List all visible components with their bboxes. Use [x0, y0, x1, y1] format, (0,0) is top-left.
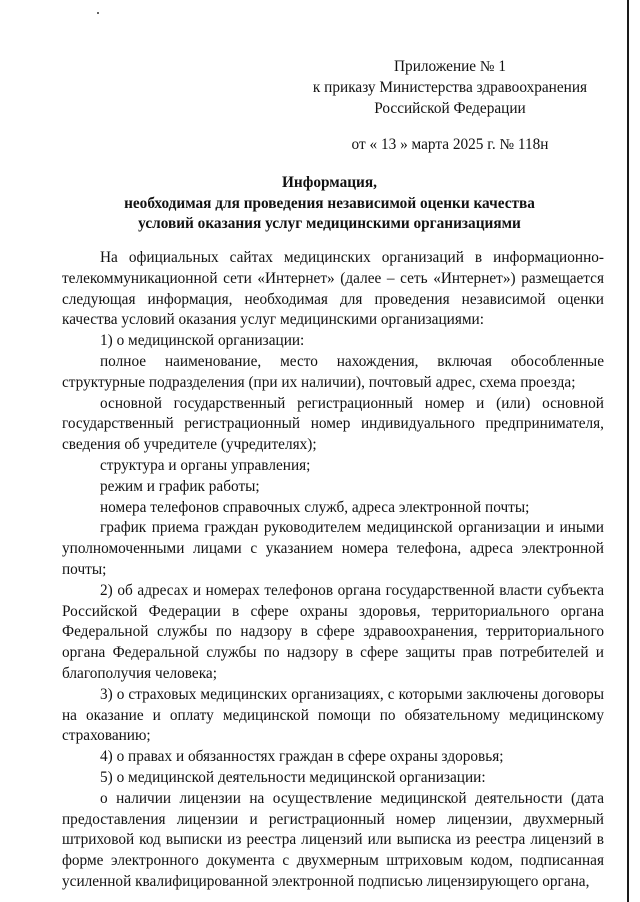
scan-edge-line [627, 0, 629, 902]
paragraph-schedule: режим и график работы; [100, 477, 260, 495]
paragraph-item-3: 3) о страховых медицинских организациях, с которыми заключены договоры на оказание и оплату медицинской помощи по обязательному медицинскому страхованию; [62, 685, 604, 745]
paragraph-item-4: 4) о правах и обязанностях граждан в сфере охраны здоровья; [100, 748, 504, 766]
paragraph-registration-number: основной государственный регистрационный номер и (или) основной государственный регистрационный номер индивидуального предпринимателя, сведения об учредителе (учредителях); [62, 394, 604, 454]
approval-stamp-block [300, 56, 600, 155]
order-date: от « 13 » марта 2025 г. № 118н [351, 136, 549, 153]
title-line-2: необходимая для проведения независимой оценки качества [124, 194, 535, 212]
document-body [62, 248, 604, 893]
paragraph-reception: график приема граждан руководителем медицинской организации и иными уполномоченными лицами с указанием номера телефона, адреса электронной почты; [62, 519, 604, 578]
appendix-number: Приложение № 1 [394, 58, 506, 75]
ministry-country: Российской Федерации [374, 100, 526, 117]
paragraph-item-2: 2) об адресах и номерах телефонов органа государственной власти субъекта Российской Федерации в сфере охраны здоровья, территориального органа Федеральной службы по надзору в сфере здравоохранения, территориального органа Федеральной службы по надзору в сфере защиты прав потребителей и благополучия человека; [62, 581, 604, 682]
order-reference: к приказу Министерства здравоохранения [312, 79, 588, 96]
title-line-1: Информация, [282, 174, 377, 191]
paragraph-item-1: 1) о медицинской организации: [100, 332, 305, 350]
paragraph-phones: номера телефонов справочных служб, адреса электронной почты; [100, 498, 530, 516]
document-title [62, 173, 597, 235]
paragraph-license: о наличии лицензии на осуществление медицинской деятельности (дата предоставления лицензии и регистрационный номер лицензии, двухмерный штриховой код выписки из реестра лицензий или выписка из реестра лицензий в форме электронного документа с двухмерным штриховым кодом, подписанная усиленной квалифицированной электронной подписью лицензирующего органа, [62, 789, 604, 890]
paragraph-structure: структура и органы управления; [100, 456, 311, 474]
scan-artifact-dot [97, 12, 99, 14]
paragraph-intro: На официальных сайтах медицинских организаций в информационно-телекоммуникационной сети «Интернет» (далее – сеть «Интернет») размещается следующая информация, необходимая для проведения независимой оценки качества условий оказания услуг медицинскими организациями: [62, 249, 604, 329]
title-line-3: условий оказания услуг медицинскими организациями [138, 215, 521, 232]
paragraph-item-5: 5) о медицинской деятельности медицинской организации: [100, 768, 486, 786]
paragraph-full-name: полное наименование, место нахождения, включая обособленные структурные подразделения (при их наличии), почтовый адрес, схема проезда; [62, 352, 604, 391]
